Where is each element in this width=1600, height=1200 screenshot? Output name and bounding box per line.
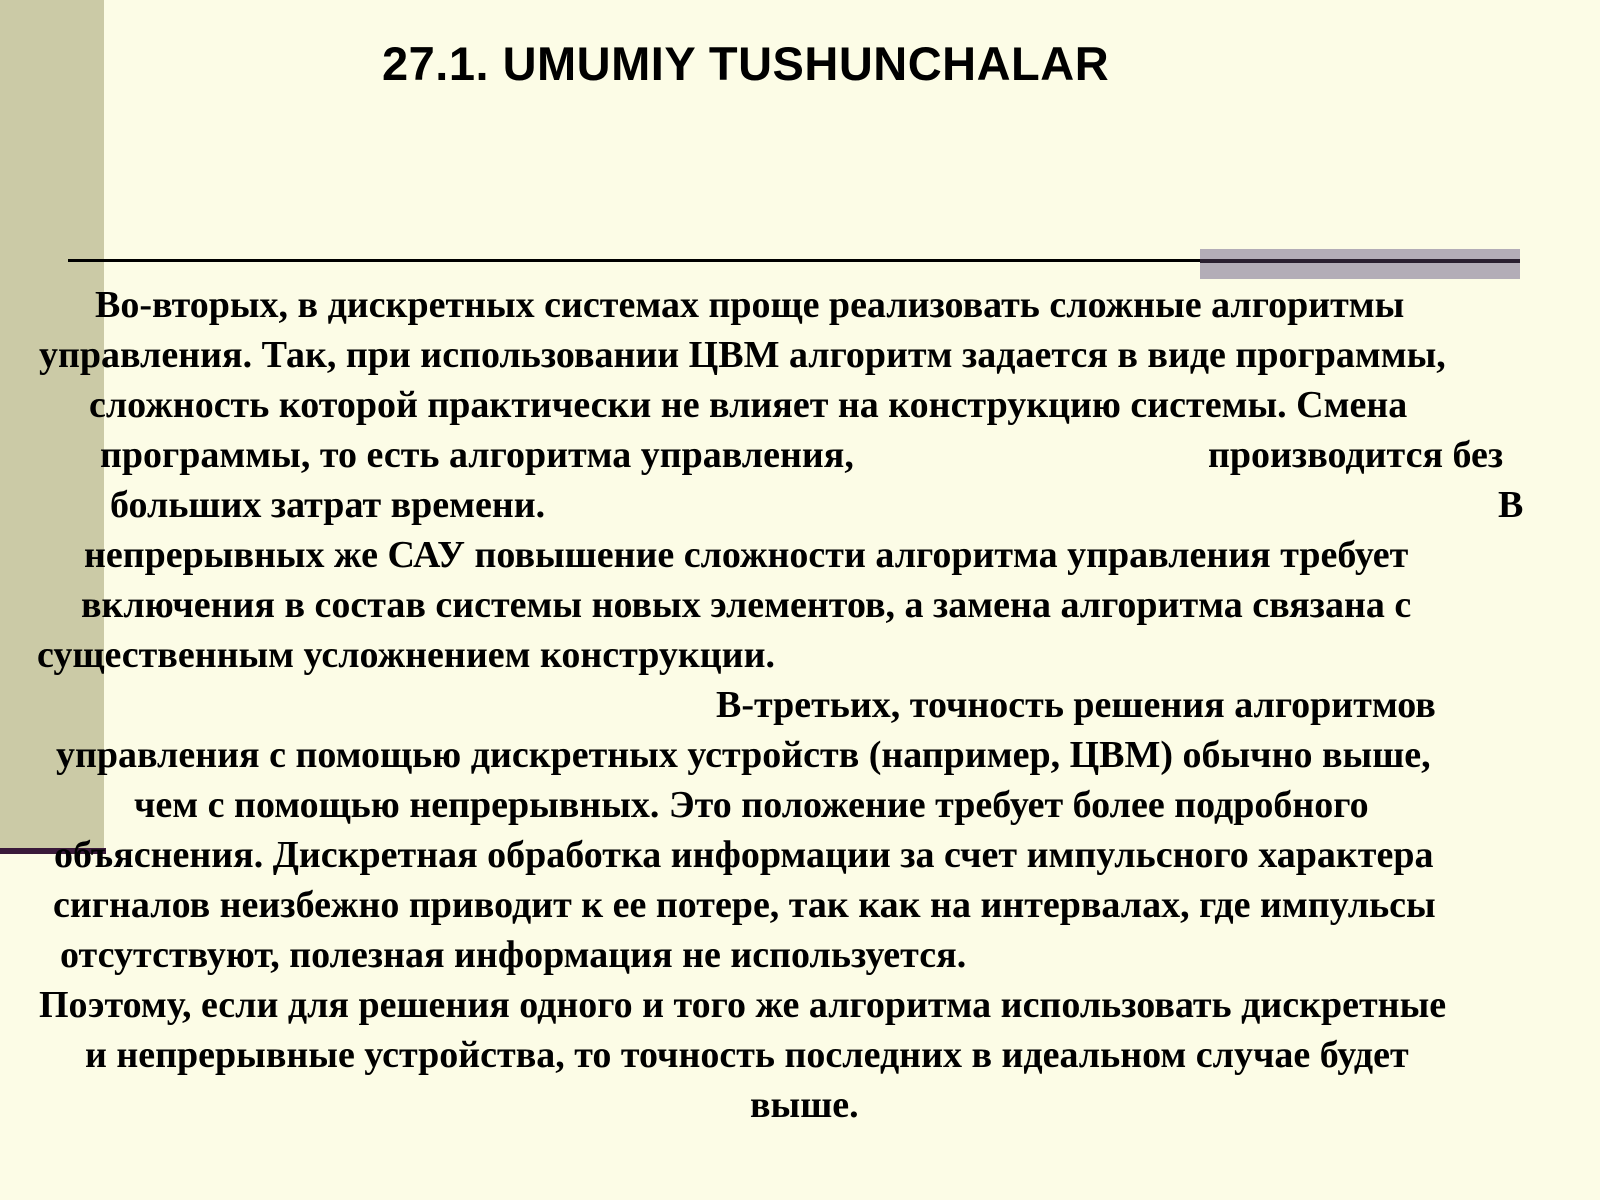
body-line: программы, то есть алгоритма управления, — [100, 434, 854, 476]
body-line: больших затрат времени. — [110, 484, 546, 526]
body-line: объяснения. Дискретная обработка информации за счет импульсного характера — [54, 834, 1434, 876]
body-line: включения в состав системы новых элементов, а замена алгоритма связана с — [81, 584, 1412, 626]
body-line: производится без — [1208, 434, 1504, 476]
body-line: Во-вторых, в дискретных системах проще реализовать сложные алгоритмы — [95, 284, 1405, 326]
divider-accent-line — [1200, 259, 1520, 263]
body-line: отсутствуют, полезная информация не используется. — [60, 934, 967, 976]
body-line: существенным усложнением конструкции. — [37, 634, 775, 676]
body-line: чем с помощью непрерывных. Это положение требует более подробного — [134, 784, 1369, 826]
body-line: В-третьих, точность решения алгоритмов — [716, 684, 1436, 726]
body-line: сигналов неизбежно приводит к ее потере, так как на интервалах, где импульсы — [53, 884, 1436, 926]
body-line: управления. Так, при использовании ЦВМ алгоритм задается в виде программы, — [39, 334, 1446, 376]
body-line: сложность которой практически не влияет на конструкцию системы. Смена — [89, 384, 1408, 426]
body-line: выше. — [750, 1084, 859, 1126]
body-line: Поэтому, если для решения одного и того же алгоритма использовать дискретные — [39, 984, 1447, 1026]
body-line: управления с помощью дискретных устройств (например, ЦВМ) обычно выше, — [56, 734, 1431, 776]
divider-accent-bar — [1200, 249, 1520, 279]
body-line: В — [1498, 484, 1524, 526]
body-line: непрерывных же САУ повышение сложности алгоритма управления требует — [84, 534, 1409, 576]
slide-title: 27.1. UMUMIY TUSHUNCHALAR — [382, 37, 1110, 90]
body-line: и непрерывные устройства, то точность последних в идеальном случае будет — [85, 1034, 1409, 1076]
left-decorative-band — [0, 0, 104, 852]
